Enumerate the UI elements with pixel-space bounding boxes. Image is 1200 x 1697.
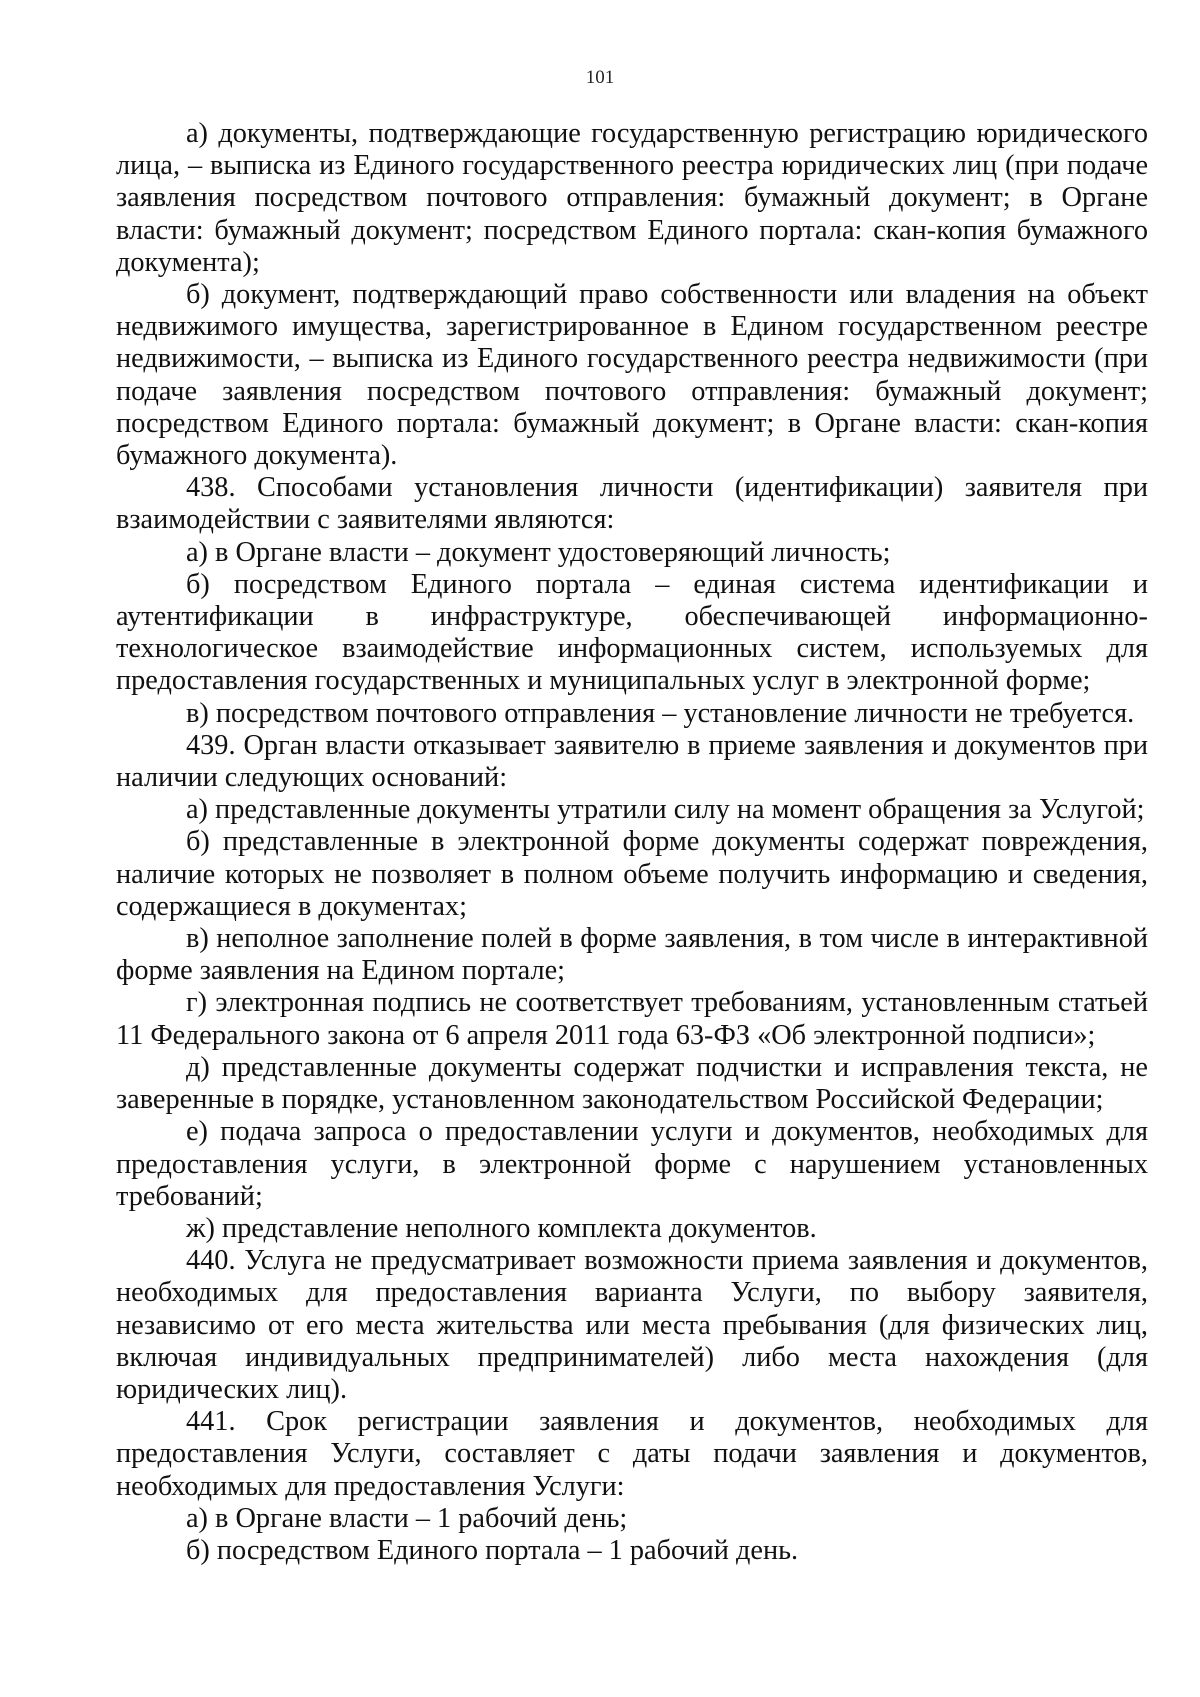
paragraph-439a: а) представленные документы утратили силу на момент обращения за Услугой; xyxy=(186,794,1145,826)
paragraph-2b-property-extract: б) документ, подтверждающий право собственности или владения на объект недвижимого имущества, зарегистрированное в Едином государственном реестре недвижимости, – выписка из Единого государственного реестра недвижимости (при подаче заявления посредством почтового отправления: бумажный документ; посредством Единого портала: бумажный документ; в Органе власти: скан-копия бумажного документа). xyxy=(116,279,1148,472)
paragraph-438b: б) посредством Единого портала – единая система идентификации и аутентификации в инфраструктуре, обеспечивающей информационно-технологическое взаимодействие информационных систем, используемых для предоставления государственных и муниципальных услуг в электронной форме; xyxy=(116,568,1148,697)
paragraph-439d: г) электронная подпись не соответствует требованиям, установленным статьей 11 Федерального закона от 6 апреля 2011 года 63-ФЗ «Об электронной подписи»; xyxy=(116,987,1148,1051)
paragraph-440: 440. Услуга не предусматривает возможности приема заявления и документов, необходимых для предоставления варианта Услуги, по выбору заявителя, независимо от его места жительства или места пребывания (для физических лиц, включая индивидуальных предпринимателей) либо места нахождения (для юридических лиц). xyxy=(116,1245,1148,1405)
paragraph-439c: в) неполное заполнение полей в форме заявления, в том числе в интерактивной форме заявления на Едином портале; xyxy=(116,923,1148,987)
document-body xyxy=(116,118,1148,1567)
paragraph-439g: ж) представление неполного комплекта документов. xyxy=(186,1212,817,1244)
paragraph-438a: а) в Органе власти – документ удостоверяющий личность; xyxy=(186,536,891,568)
paragraph-438: 438. Способами установления личности (идентификации) заявителя при взаимодействии с заявителями являются: xyxy=(116,472,1148,536)
paragraph-438c: в) посредством почтового отправления – установление личности не требуется. xyxy=(186,697,1135,729)
paragraph-439f: е) подача запроса о предоставлении услуги и документов, необходимых для предоставления услуги, в электронной форме с нарушением установленных требований; xyxy=(116,1116,1148,1212)
paragraph-439e: д) представленные документы содержат подчистки и исправления текста, не заверенные в порядке, установленном законодательством Российской Федерации; xyxy=(116,1051,1148,1116)
paragraph-441a: а) в Органе власти – 1 рабочий день; xyxy=(186,1502,628,1534)
paragraph-439b: б) представленные в электронной форме документы содержат повреждения, наличие которых не позволяет в полном объеме получить информацию и сведения, содержащиеся в документах; xyxy=(116,826,1148,922)
paragraph-439: 439. Орган власти отказывает заявителю в приеме заявления и документов при наличии следующих оснований: xyxy=(116,729,1148,794)
paragraph-441: 441. Срок регистрации заявления и документов, необходимых для предоставления Услуги, составляет с даты подачи заявления и документов, необходимых для предоставления Услуги: xyxy=(116,1406,1148,1502)
paragraph-441b: б) посредством Единого портала – 1 рабочий день. xyxy=(186,1534,799,1566)
paragraph-2a-legal-entity-extract: а) документы, подтверждающие государственную регистрацию юридического лица, – выписка из Единого государственного реестра юридических лиц (при подаче заявления посредством почтового отправления: бумажный документ; в Органе власти: бумажный документ; посредством Единого портала: скан-копия бумажного документа); xyxy=(116,118,1148,278)
page-number: 101 xyxy=(585,67,615,88)
